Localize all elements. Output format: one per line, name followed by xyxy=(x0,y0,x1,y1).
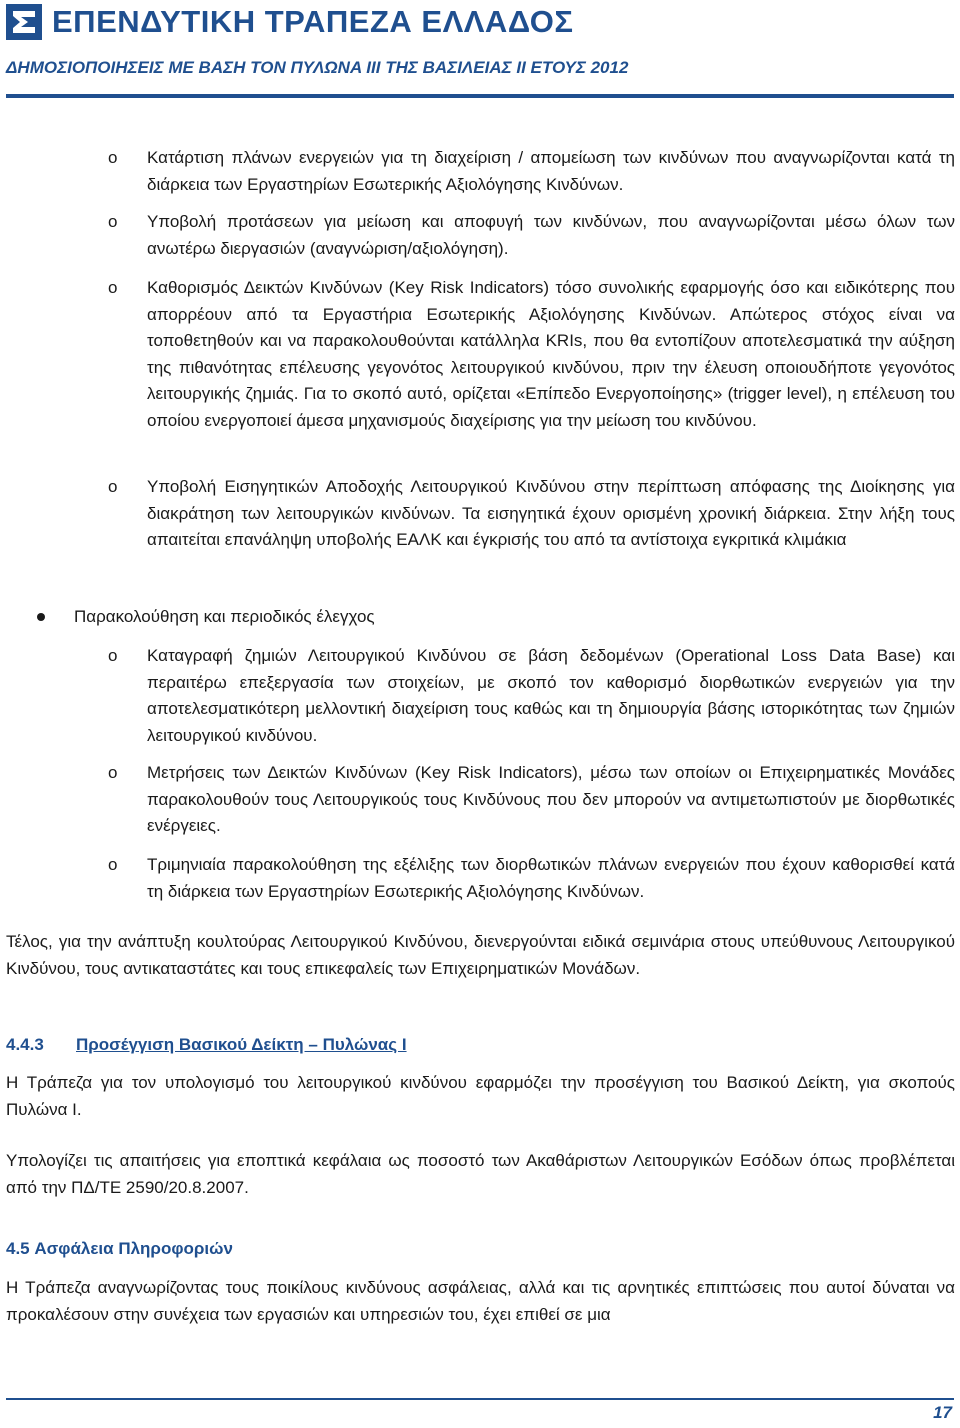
section-title: Ασφάλεια Πληροφοριών xyxy=(34,1239,233,1258)
section-number: 4.4.3 xyxy=(6,1035,44,1054)
sub-bullet-marker: o xyxy=(108,278,118,297)
section-heading-4-4-3 xyxy=(6,1032,407,1059)
list-item: Κατάρτιση πλάνων ενεργειών για τη διαχείριση / απομείωση των κινδύνων που αναγνωρίζονται κατά τη διάρκεια των Εργαστηρίων Εσωτερικής Αξιολόγησης Κινδύνων. xyxy=(147,148,955,194)
sub-bullet-marker: o xyxy=(108,212,118,231)
document-subtitle: ΔΗΜΟΣΙΟΠΟΙΗΣΕΙΣ ΜΕ ΒΑΣΗ ΤΟΝ ΠΥΛΩΝΑ III ΤΗΣ ΒΑΣΙΛΕΙΑΣ ΙΙ ΕΤΟΥΣ 2012 xyxy=(6,58,629,77)
header-divider xyxy=(6,94,954,98)
list-item: Καθορισμός Δεικτών Κινδύνων (Key Risk Indicators) τόσο συνολικής εφαρμογής όσο και ειδικότερης που απορρέουν από τα Εργαστήρια Εσωτερικής Αξιολόγησης Κινδύνων. Απώτερος στόχος είναι να τοποθετηθούν και να παρακολουθούνται κατάλληλα KRIs, που θα εντοπίζουν αποτελεσματικά την αύξηση της πιθανότητας επέλευσης γεγονότος λειτουργικού κινδύνου, πριν την έλευση οποιουδήποτε γεγονότος λειτουργικής ζημιάς. Για το σκοπό αυτό, ορίζεται «Επίπεδο Ενεργοποίησης» (trigger level), η επέλευση του οποίου ενεργοποιεί άμεσα μηχανισμούς διαχείρισης για την μείωση του κινδύνου. xyxy=(147,278,955,430)
paragraph-information-security: Η Τράπεζα αναγνωρίζοντας τους ποικίλους κινδύνους ασφάλειας, αλλά και τις αρνητικές επιπτώσεις που αυτοί δύναται να προκαλέσουν στην συνέχεια των εργασιών και υπηρεσιών του, έχει επιθεί σε μια xyxy=(6,1278,955,1324)
list-item: Υποβολή προτάσεων για μείωση και αποφυγή των κινδύνων, που αναγνωρίζονται μέσω όλων των ανωτέρω διεργασιών (αναγνώριση/αξιολόγηση). xyxy=(147,212,955,258)
page-number: 17 xyxy=(933,1403,952,1422)
list-item: Μετρήσεις των Δεικτών Κινδύνων (Key Risk Indicators), μέσω των οποίων οι Επιχειρηματικές Μονάδες παρακολουθούν τους Λειτουργικούς τους Κινδύνους που δεν μπορούν να αντιμετωπιστούν με διορθωτικές ενέργειες. xyxy=(147,763,955,835)
section-heading-4-5 xyxy=(6,1236,233,1263)
sub-bullet-marker: o xyxy=(108,148,118,167)
bullet-dot xyxy=(37,613,45,621)
section-title: Προσέγγιση Βασικού Δείκτη – Πυλώνας Ι xyxy=(76,1035,407,1054)
bank-logo xyxy=(6,3,574,41)
page-header xyxy=(0,0,960,100)
bank-logo-icon xyxy=(6,4,42,40)
sub-bullet-marker: o xyxy=(108,763,118,782)
paragraph-capital-requirements: Υπολογίζει τις απαιτήσεις για εποπτικά κεφάλαια ως ποσοστό των Ακαθάριστων Λειτουργικών Εσόδων όπως προβλέπεται από την ΠΔ/ΤΕ 2590/20.8.2007. xyxy=(6,1151,955,1197)
list-item: Τριμηνιαία παρακολούθηση της εξέλιξης των διορθωτικών πλάνων ενεργειών που έχουν καθορισθεί κατά τη διάρκεια των Εργαστηρίων Εσωτερικής Αξιολόγησης Κινδύνων. xyxy=(147,855,955,901)
bank-name: ΕΠΕΝΔΥΤΙΚΗ ΤΡΑΠΕΖΑ ΕΛΛΑΔΟΣ xyxy=(52,4,574,39)
sub-bullet-marker: o xyxy=(108,646,118,665)
paragraph-basic-indicator: Η Τράπεζα για τον υπολογισμό του λειτουργικού κινδύνου εφαρμόζει την προσέγγιση του Βασικού Δείκτη, για σκοπούς Πυλώνα Ι. xyxy=(6,1073,955,1119)
paragraph-culture: Τέλος, για την ανάπτυξη κουλτούρας Λειτουργικού Κινδύνου, διενεργούνται ειδικά σεμινάρια στους υπεύθυνους Λειτουργικού Κινδύνου, τους αντικαταστάτες και τους επικεφαλείς των Επιχειρηματικών Μονάδων. xyxy=(6,932,955,978)
sub-bullet-marker: o xyxy=(108,477,118,496)
sub-bullet-marker: o xyxy=(108,855,118,874)
list-item: Καταγραφή ζημιών Λειτουργικού Κινδύνου σε βάση δεδομένων (Operational Loss Data Base) και περαιτέρω επεξεργασία των στοιχείων, με σκοπό τον καθορισμό διορθωτικών ενεργειών για την αποτελεσματικότερη μελλοντική διαχείριση τους καθώς και τη δημιουργία βάσης ιστορικότητας των ζημιών λειτουργικού κινδύνου. xyxy=(147,646,955,745)
list-item: Υποβολή Εισηγητικών Αποδοχής Λειτουργικού Κινδύνου στην περίπτωση απόφασης της Διοίκησης για διακράτηση των λειτουργικών κινδύνων. Τα εισηγητικά έχουν ορισμένη χρονική διάρκεια. Στην λήξη τους απαιτείται επανάληψη υποβολής ΕΑΛΚ και έγκρισής του από τα αντίστοιχα εγκριτικά κλιμάκια xyxy=(147,477,955,549)
section-number: 4.5 xyxy=(6,1239,30,1258)
bullet-heading: Παρακολούθηση και περιοδικός έλεγχος xyxy=(74,607,375,626)
footer-divider xyxy=(6,1398,954,1400)
